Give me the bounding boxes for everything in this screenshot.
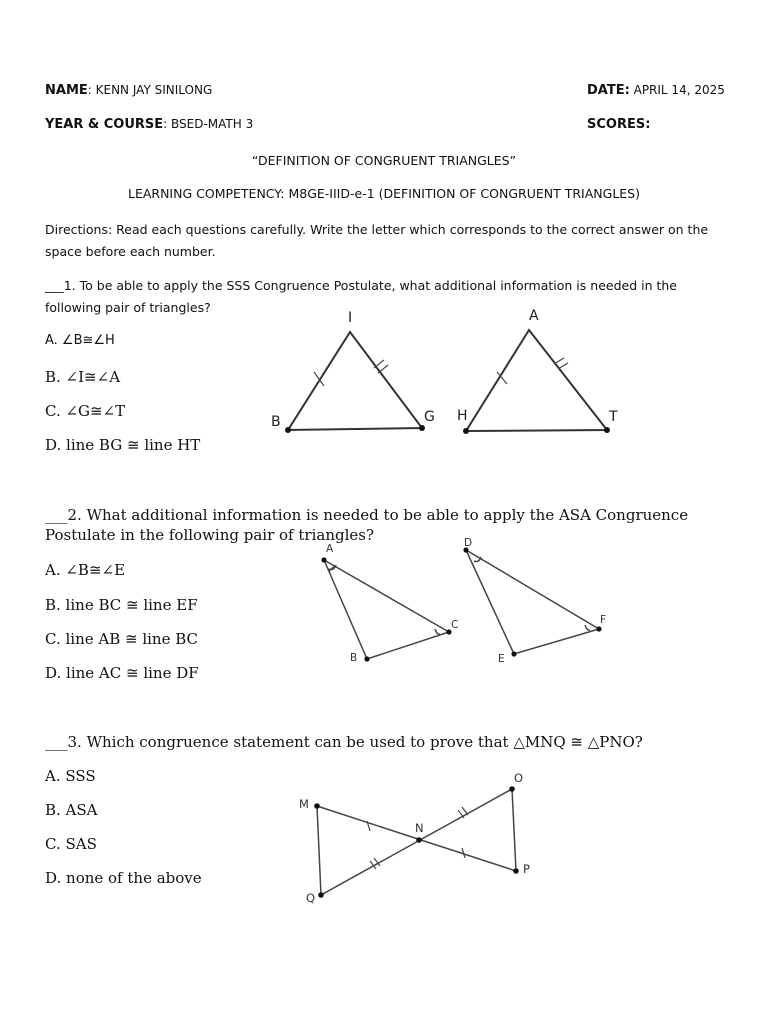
q2-label-e: E <box>498 653 505 665</box>
triangle-def <box>466 550 599 654</box>
page-title: “DEFINITION OF CONGRUENT TRIANGLES” <box>251 153 517 168</box>
q1-option-c: C. ∠G≅∠T <box>45 402 126 420</box>
q1-option-b: B. ∠I≅∠A <box>45 368 121 386</box>
q3-label-q: Q <box>306 891 316 905</box>
q2-triangles-figure <box>300 533 620 678</box>
q3-option-b: B. ASA <box>45 801 98 819</box>
q2-option-b: B. line BC ≅ line EF <box>45 596 198 614</box>
date-value: APRIL 14, 2025 <box>629 83 725 97</box>
q1-label-b: B <box>271 414 281 430</box>
question-1-text: ___1. To be able to apply the SSS Congruence Postulate, what additional information is needed in the following pair of triangles? <box>45 278 677 315</box>
q3-bowtie-figure <box>290 765 550 910</box>
q3-label-p: P <box>523 862 530 876</box>
directions: Directions: Read each questions carefully. Write the letter which corresponds to the correct answer on the space before each number. <box>45 222 709 259</box>
learning-competency: LEARNING COMPETENCY: M8GE-IIID-e-1 (DEFINITION OF CONGRUENT TRIANGLES) <box>127 186 640 201</box>
q2-label-c: C <box>451 619 459 631</box>
triangle-abc <box>324 560 449 659</box>
segment-op <box>512 789 516 871</box>
name-value: : KENN JAY SINILONG <box>87 83 213 97</box>
question-3-text: ___3. Which congruence statement can be used to prove that △MNQ ≅ △PNO? <box>45 733 643 751</box>
q2-label-a: A <box>326 543 334 555</box>
q2-label-f: F <box>600 614 607 626</box>
segment-qo <box>321 789 512 895</box>
q3-option-c: C. SAS <box>45 835 97 853</box>
q1-label-g: G <box>424 409 435 425</box>
year-course-field <box>45 117 253 132</box>
q2-option-d: D. line AC ≅ line DF <box>45 664 199 682</box>
q1-label-i: I <box>348 310 353 326</box>
year-course-value: : BSED-MATH 3 <box>163 117 254 131</box>
triangle-big <box>288 332 422 430</box>
scores-field <box>587 117 650 132</box>
q2-option-c: C. line AB ≅ line BC <box>45 630 199 648</box>
q1-label-h: H <box>457 408 468 424</box>
q2-label-d: D <box>464 537 473 549</box>
q1-triangles-figure <box>260 300 630 450</box>
q2-label-b: B <box>350 652 358 664</box>
q3-option-d: D. none of the above <box>45 869 202 887</box>
q3-option-a: A. SSS <box>45 767 96 785</box>
name-field <box>45 83 212 98</box>
q1-option-a-text: A. ∠B≅∠H <box>45 333 115 348</box>
question-2-line-2: Postulate in the following pair of triangles? <box>45 526 374 544</box>
q1-option-a <box>45 333 115 348</box>
q3-label-m: M <box>299 797 309 811</box>
triangle-aht <box>466 330 607 431</box>
date-field <box>587 83 725 98</box>
q3-label-o: O <box>514 771 524 785</box>
q2-option-a: A. ∠B≅∠E <box>45 561 126 579</box>
q1-option-d: D. line BG ≅ line HT <box>45 436 201 454</box>
q1-label-t: T <box>609 409 618 425</box>
name-label: NAME <box>45 83 88 98</box>
year-course-label: YEAR & COURSE <box>45 117 164 132</box>
segment-mp <box>317 806 516 871</box>
scores-label: SCORES: <box>587 117 651 132</box>
date-label: DATE: <box>587 83 630 98</box>
question-2-line-1: ___2. What additional information is needed to be able to apply the ASA Congruence <box>45 506 689 524</box>
q3-label-n: N <box>415 821 424 835</box>
q1-label-a: A <box>529 308 539 324</box>
segment-mq <box>317 806 321 895</box>
